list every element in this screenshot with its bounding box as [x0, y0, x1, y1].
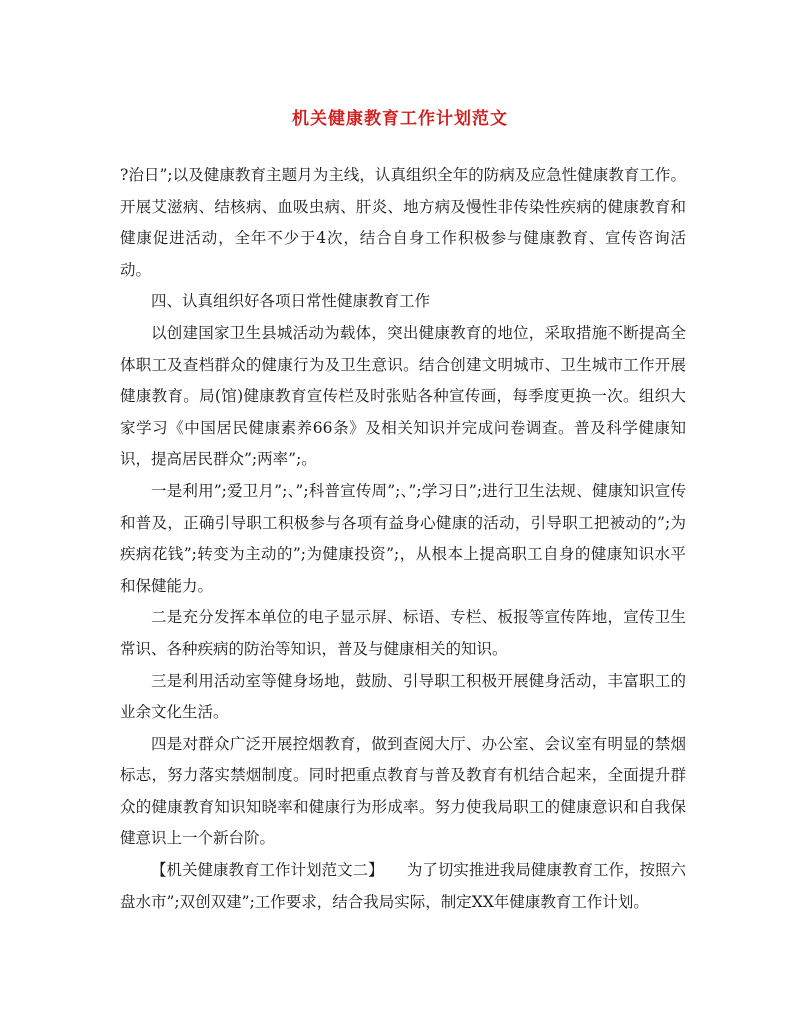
document-body [120, 160, 686, 918]
paragraph: 以创建国家卫生县城活动为载体，突出健康教育的地位，采取措施不断提高全体职工及查档群众的健康行为及卫生意识。结合创建文明城市、卫生城市工作开展健康教育。局(馆)健康教育宣传栏及时张贴各种宣传画，每季度更换一次。组织大家学习《中国居民健康素养66条》及相关知识并完成问卷调查。普及科学健康知识，提高居民群众”;两率”;。 [120, 323, 686, 469]
paragraph: 二是充分发挥本单位的电子显示屏、标语、专栏、板报等宣传阵地，宣传卫生常识、各种疾病的防治等知识，普及与健康相关的知识。 [120, 608, 686, 658]
paragraph: 四是对群众广泛开展控烟教育，做到查阅大厅、办公室、会议室有明显的禁烟标志，努力落实禁烟制度。同时把重点教育与普及教育有机结合起来，全面提升群众的健康教育知识知晓率和健康行为形成率。努力使我局职工的健康意识和自我保健意识上一个新台阶。 [120, 734, 686, 848]
paragraph: ?治日”;以及健康教育主题月为主线，认真组织全年的防病及应急性健康教育工作。开展艾滋病、结核病、血吸虫病、肝炎、地方病及慢性非传染性疾病的健康教育和健康促进活动，全年不少于4次，结合自身工作积极参与健康教育、宣传咨询活动。 [120, 166, 686, 279]
paragraph: 一是利用”;爱卫月”;、”;科普宣传周”;、”;学习日”;进行卫生法规、健康知识宣传和普及，正确引导职工积极参与各项有益身心健康的活动，引导职工把被动的”;为疾病花钱”;转变为主动的”;为健康投资”;，从根本上提高职工自身的健康知识水平和保健能力。 [120, 481, 686, 595]
paragraph: 【机关健康教育工作计划范文二】 为了切实推进我局健康教育工作，按照六盘水市”;双创双建”;工作要求，结合我局实际，制定XX年健康教育工作计划。 [120, 861, 686, 911]
section-heading: 四、认真组织好各项日常性健康教育工作 [151, 292, 431, 311]
paragraph: 三是利用活动室等健身场地，鼓励、引导职工积极开展健身活动，丰富职工的业余文化生活。 [120, 671, 686, 722]
document-title: 机关健康教育工作计划范文 [292, 109, 508, 129]
